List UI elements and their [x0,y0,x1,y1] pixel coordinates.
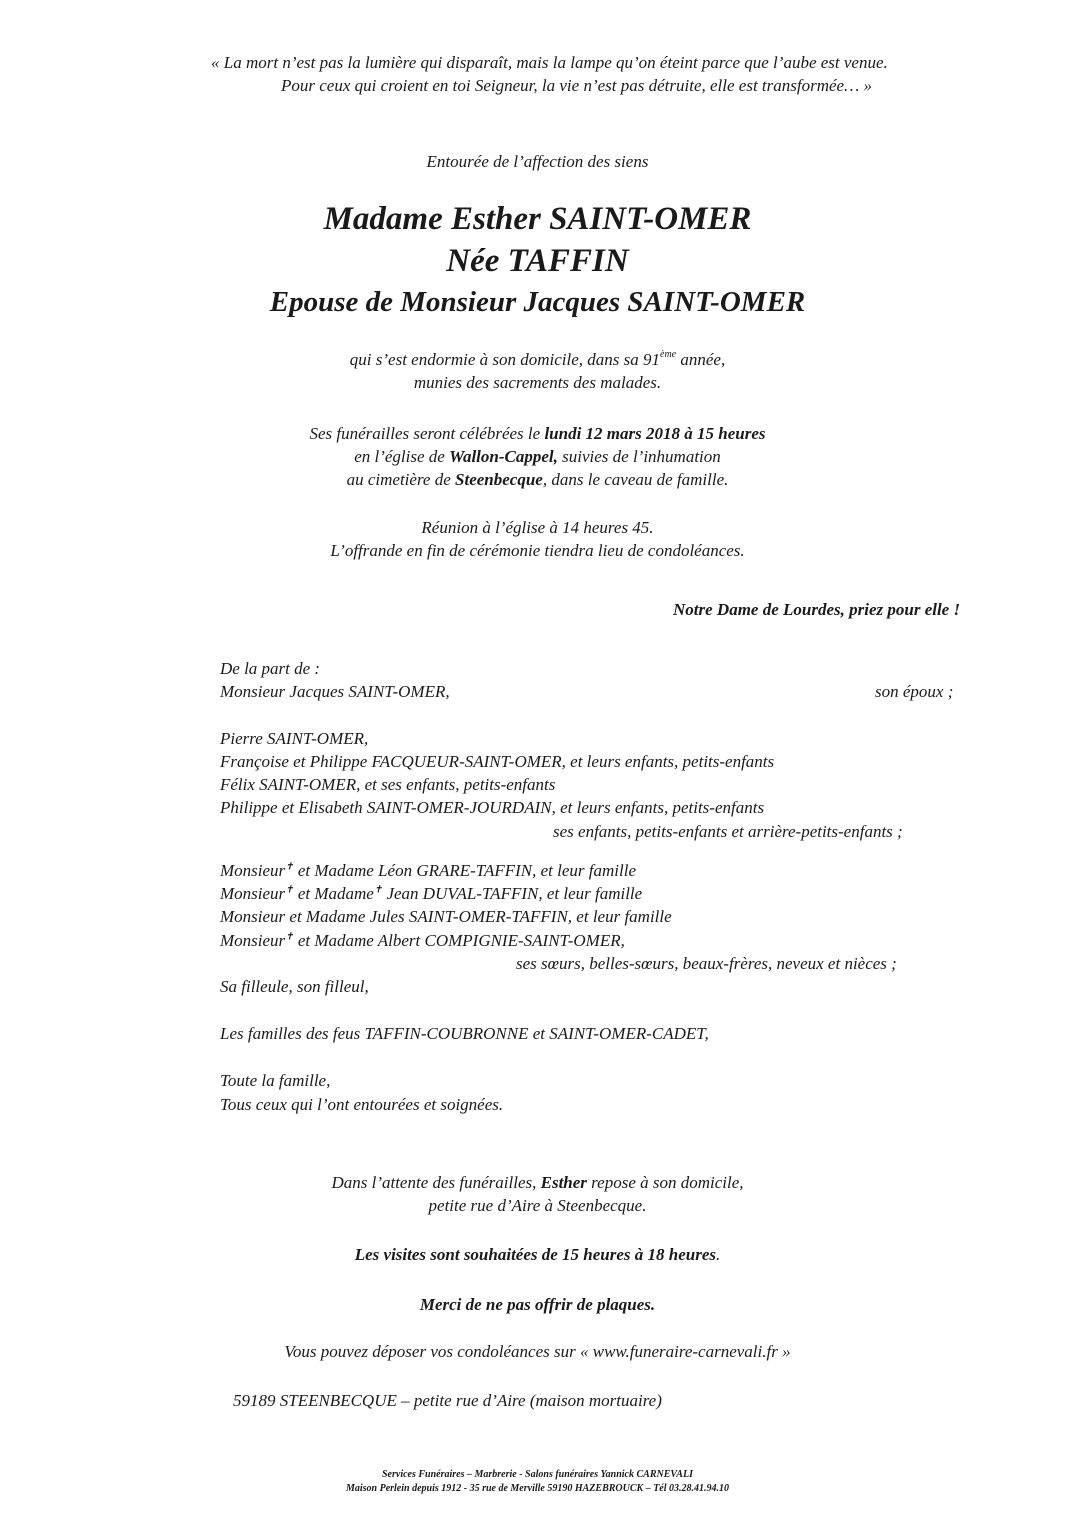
funeral-line-2 [0,445,1075,468]
footer-line-2: Maison Perlein depuis 1912 - 35 rue de Merville 59190 HAZEBROUCK – Tél 03.28.41.94.10 [345,1483,730,1494]
rest-text-b: repose à son domicile, [586,1173,744,1192]
funeral-line-1 [0,422,1075,445]
funeral-cemetery: Steenbecque [455,470,543,489]
deceased-mark-icon: ✝ [373,884,383,896]
sibling-line-3: Monsieur et Madame Jules SAINT-OMER-TAFFIN, et leur famille [220,907,672,926]
from-label: De la part de : [220,659,321,678]
sibling-2-b: et Madame [293,884,374,903]
rest-line-2: petite rue d’Aire à Steenbecque. [428,1196,647,1215]
funeral-text-a: Ses funérailles seront célébrées le [309,424,545,443]
sibling-4-a: Monsieur [220,931,286,950]
deceased-spouse: Epouse de Monsieur Jacques SAINT-OMER [269,286,806,318]
sibling-line-2 [220,882,642,905]
address-line: 59189 STEENBECQUE – petite rue d’Aire (maison mortuaire) [233,1391,662,1410]
visits-line [0,1243,1075,1266]
intro-line: Entourée de l’affection des siens [426,152,649,171]
funeral-date: lundi 12 mars 2018 à 15 heures [544,424,766,443]
child-line-4: Philippe et Elisabeth SAINT-OMER-JOURDAIN, et leurs enfants, petits-enfants [220,798,765,817]
husband-role: son époux ; [875,682,954,701]
sibling-line-1 [220,859,636,882]
funeral-text-d: au cimetière de [346,470,456,489]
death-line-1 [0,348,1075,371]
child-line-2: Françoise et Philippe FACQUEUR-SAINT-OMER, et leurs enfants, petits-enfants [220,752,775,771]
child-line-3: Félix SAINT-OMER, et ses enfants, petits-enfants [220,775,556,794]
prayer-line: Notre Dame de Lourdes, priez pour elle ! [673,600,961,619]
rest-text-a: Dans l’attente des funérailles, [331,1173,541,1192]
sibling-1-a: Monsieur [220,861,286,880]
quote-line-2: Pour ceux qui croient en toi Seigneur, la vie n’est pas détruite, elle est transformée… » [281,76,872,95]
godchildren-line: Sa filleule, son filleul, [220,977,369,996]
death-text-b: année, [676,350,726,369]
husband-name: Monsieur Jacques SAINT-OMER, [220,682,450,701]
quote-line-1: « La mort n’est pas la lumière qui disparaît, mais la lampe qu’on éteint parce que l’aube est venue. [211,53,888,72]
funeral-text-b: en l’église de [354,447,450,466]
condolences-line: Vous pouvez déposer vos condoléances sur « www.funeraire-carnevali.fr » [284,1342,791,1361]
whole-family-line: Toute la famille, [220,1071,331,1090]
families-line: Les familles des feus TAFFIN-COUBRONNE et SAINT-OMER-CADET, [220,1024,709,1043]
funeral-text-e: , dans le caveau de famille. [542,470,729,489]
sibling-4-b: et Madame Albert COMPIGNIE-SAINT-OMER, [293,931,625,950]
sibling-1-b: et Madame Léon GRARE-TAFFIN, et leur famille [293,861,637,880]
meeting-line-1: Réunion à l’église à 14 heures 45. [421,518,654,537]
meeting-line-2: L’offrande en fin de cérémonie tiendra lieu de condoléances. [330,541,745,560]
death-text-a: qui s’est endormie à son domicile, dans sa 91 [349,350,661,369]
deceased-name: Madame Esther SAINT-OMER [323,201,752,237]
siblings-role: ses sœurs, belles-sœurs, beaux-frères, neveux et nièces ; [516,954,897,973]
visits-text: Les visites sont souhaitées de 15 heures à 18 heures [354,1245,717,1264]
children-role: ses enfants, petits-enfants et arrière-petits-enfants ; [553,822,903,841]
rest-first-name: Esther [540,1173,587,1192]
sibling-2-c: Jean DUVAL-TAFFIN, et leur famille [382,884,643,903]
deceased-mark-icon: ✝ [285,861,294,873]
child-line-1: Pierre SAINT-OMER, [220,729,369,748]
sibling-line-4 [220,929,625,952]
footer-line-1: Services Funéraires – Marbrerie - Salons funéraires Yannick CARNEVALI [382,1469,693,1480]
funeral-text-c: suivies de l’inhumation [557,447,721,466]
rest-line-1 [0,1171,1075,1194]
funeral-line-3 [0,468,1075,491]
deceased-mark-icon: ✝ [285,931,294,943]
deceased-birth-name: Née TAFFIN [446,243,629,279]
deceased-mark-icon: ✝ [285,884,294,896]
no-plaques-line: Merci de ne pas offrir de plaques. [419,1295,656,1314]
sibling-2-a: Monsieur [220,884,286,903]
carers-line: Tous ceux qui l’ont entourées et soignées. [220,1095,504,1114]
visits-tail: . [716,1245,721,1264]
funeral-church: Wallon-Cappel, [449,447,558,466]
ordinal-suffix: ème [660,349,677,361]
death-line-2: munies des sacrements des malades. [413,373,662,392]
